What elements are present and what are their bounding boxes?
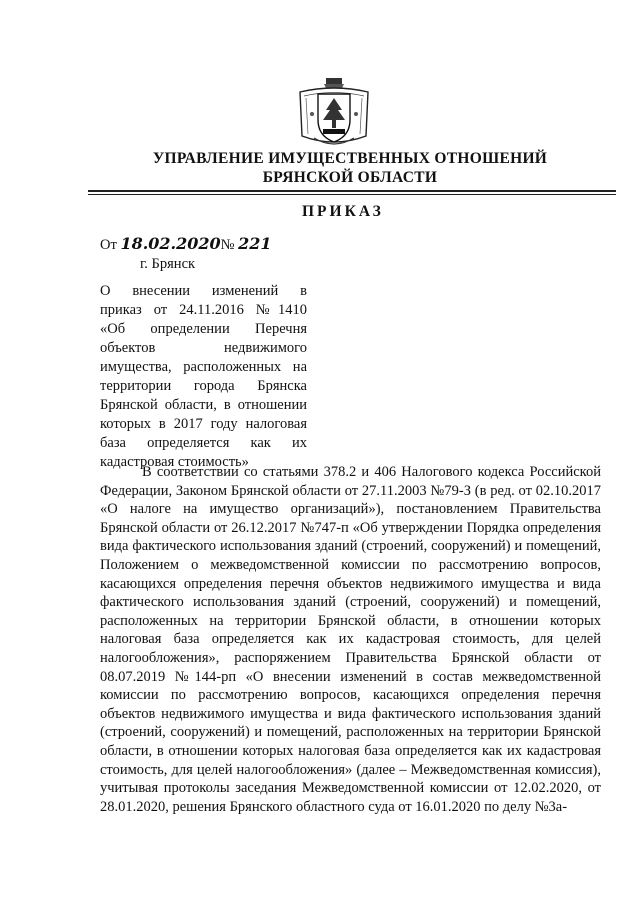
coat-of-arms-icon	[296, 78, 372, 150]
subject-line: которых в 2017 году налоговая	[100, 416, 307, 432]
handwritten-date: 18.02.2020	[120, 234, 221, 253]
subject-line: кадастровая стоимость»	[100, 454, 249, 470]
organization-name-line2: БРЯНСКОЙ ОБЛАСТИ	[262, 169, 438, 186]
subject-line: О внесении изменений в	[100, 283, 307, 299]
subject-line: территории города Брянска	[100, 378, 307, 394]
header-divider-thin	[88, 194, 616, 195]
subject-line: имущества, расположенных на	[100, 359, 307, 375]
organization-name-line1: УПРАВЛЕНИЕ ИМУЩЕСТВЕННЫХ ОТНОШЕНИЙ	[152, 150, 548, 167]
date-number-line	[100, 234, 272, 254]
handwritten-number: 221	[238, 234, 272, 253]
subject-line: объектов недвижимого	[100, 340, 307, 356]
date-prefix: От	[100, 237, 117, 253]
subject-line: «Об определении Перечня	[100, 321, 307, 337]
subject-line: база определяется как их	[100, 435, 307, 451]
city: г. Брянск	[140, 256, 196, 272]
header-divider-thick	[88, 190, 616, 192]
document-type-title: ПРИКАЗ	[302, 203, 384, 220]
number-prefix: №	[220, 237, 235, 253]
subject-line: Брянской области, в отношении	[100, 397, 307, 413]
body-paragraph: В соответствии со статьями 378.2 и 406 Налогового кодекса Российской Федерации, Законом Брянской области от 27.11.2003 №79-З (в ред. от 02.10.2017 «О налоге на имущество организаций»), постановлением Правительства Брянской области от 26.12.2017 №747-п «Об утверждении Порядка определения вида фактического использования зданий (строений, сооружений) и помещений, Положением о межведомственной комиссии по рассмотрению вопросов, касающихся определения перечня объектов недвижимого имущества и вида фактического использования зданий (строений, сооружений) и помещений, расположенных на территории Брянской области, в отношении которых налоговая база определяется как их кадастровая стоимость, для целей налогообложения», распоряжением Правительства Брянской области от 08.07.2019 №144-рп «О внесении изменений в состав межведомственной комиссии по рассмотрению вопросов, касающихся определения перечня объектов недвижимого имущества и вида фактического использования зданий (строений, сооружений) и помещений, расположенных на территории Брянской области, в отношении которых налоговая база определяется как их кадастровая стоимость, для целей налогообложения» (далее – Межведомственная комиссия), учитывая протоколы заседания Межведомственной комиссии от 12.02.2020, от 28.01.2020, решения Брянского областного суда от 16.01.2020 по делу №3а-	[100, 464, 601, 815]
subject-line: приказ от 24.11.2016 №1410	[100, 302, 307, 318]
subject-block	[100, 282, 307, 472]
